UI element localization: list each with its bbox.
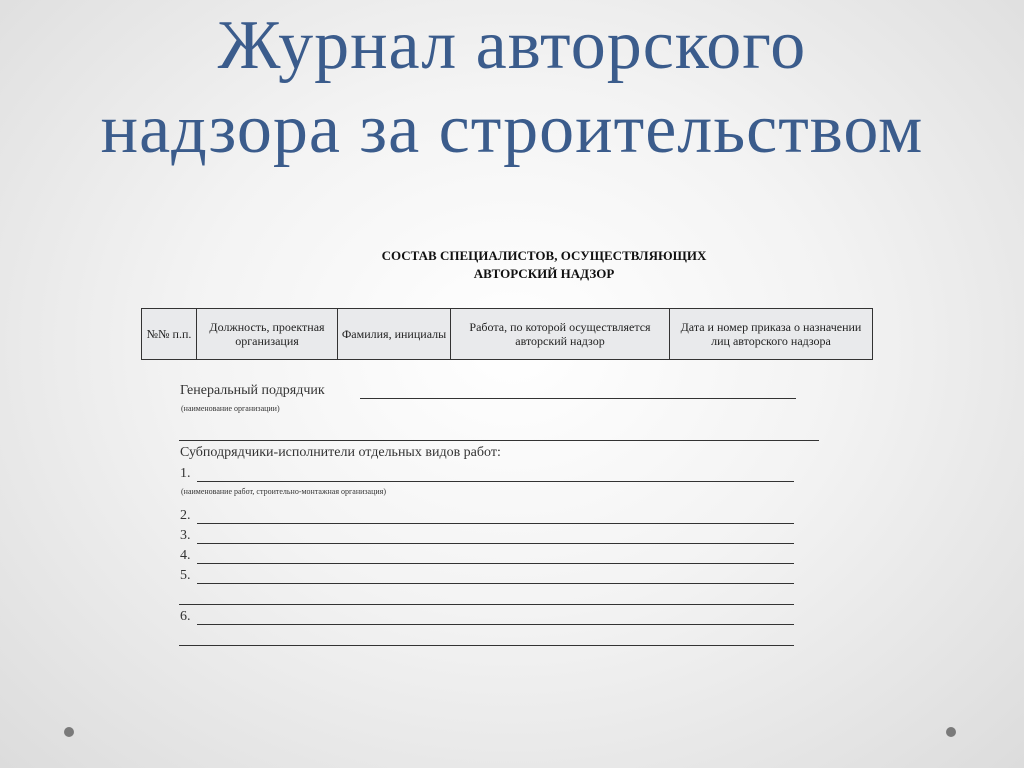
specialists-table xyxy=(141,308,873,360)
general-contractor-line xyxy=(360,398,796,399)
nav-prev-dot-icon[interactable] xyxy=(64,727,74,737)
item-line-6-continued xyxy=(179,645,794,646)
slide-title-line-2: надзора за строительством xyxy=(100,91,924,168)
column-header-work: Работа, по которой осуществляется авторский надзор xyxy=(451,309,670,360)
slide-title xyxy=(0,4,1024,172)
item-number-2: 2. xyxy=(180,508,191,523)
item-line-1 xyxy=(197,481,794,482)
column-header-name: Фамилия, инициалы xyxy=(338,309,451,360)
item-number-5: 5. xyxy=(180,568,191,583)
item-line-6 xyxy=(197,624,794,625)
item-line-5 xyxy=(197,583,794,584)
item-number-3: 3. xyxy=(180,528,191,543)
item-line-5-continued xyxy=(179,604,794,605)
document-heading-line-1: СОСТАВ СПЕЦИАЛИСТОВ, ОСУЩЕСТВЛЯЮЩИХ xyxy=(381,248,707,263)
document-heading xyxy=(300,247,788,283)
item-number-6: 6. xyxy=(180,609,191,624)
blank-line xyxy=(179,440,819,441)
item-line-4 xyxy=(197,563,794,564)
subcontractor-caption: (наименование работ, строительно-монтажная организация) xyxy=(181,487,387,496)
item-number-4: 4. xyxy=(180,548,191,563)
general-contractor-caption: (наименование организации) xyxy=(181,404,280,413)
item-line-3 xyxy=(197,543,794,544)
nav-next-dot-icon[interactable] xyxy=(946,727,956,737)
general-contractor-label: Генеральный подрядчик xyxy=(180,383,325,398)
slide-title-line-1: Журнал авторского xyxy=(217,7,807,84)
item-line-2 xyxy=(197,523,794,524)
item-number-1: 1. xyxy=(180,466,191,481)
subcontractors-label: Субподрядчики-исполнители отдельных видов работ: xyxy=(180,445,501,460)
column-header-number: №№ п.п. xyxy=(142,309,197,360)
column-header-order: Дата и номер приказа о назначении лиц авторского надзора xyxy=(670,309,873,360)
column-header-position: Должность, проектная организация xyxy=(197,309,338,360)
table-header-row xyxy=(142,309,873,360)
document-heading-line-2: АВТОРСКИЙ НАДЗОР xyxy=(473,266,615,281)
